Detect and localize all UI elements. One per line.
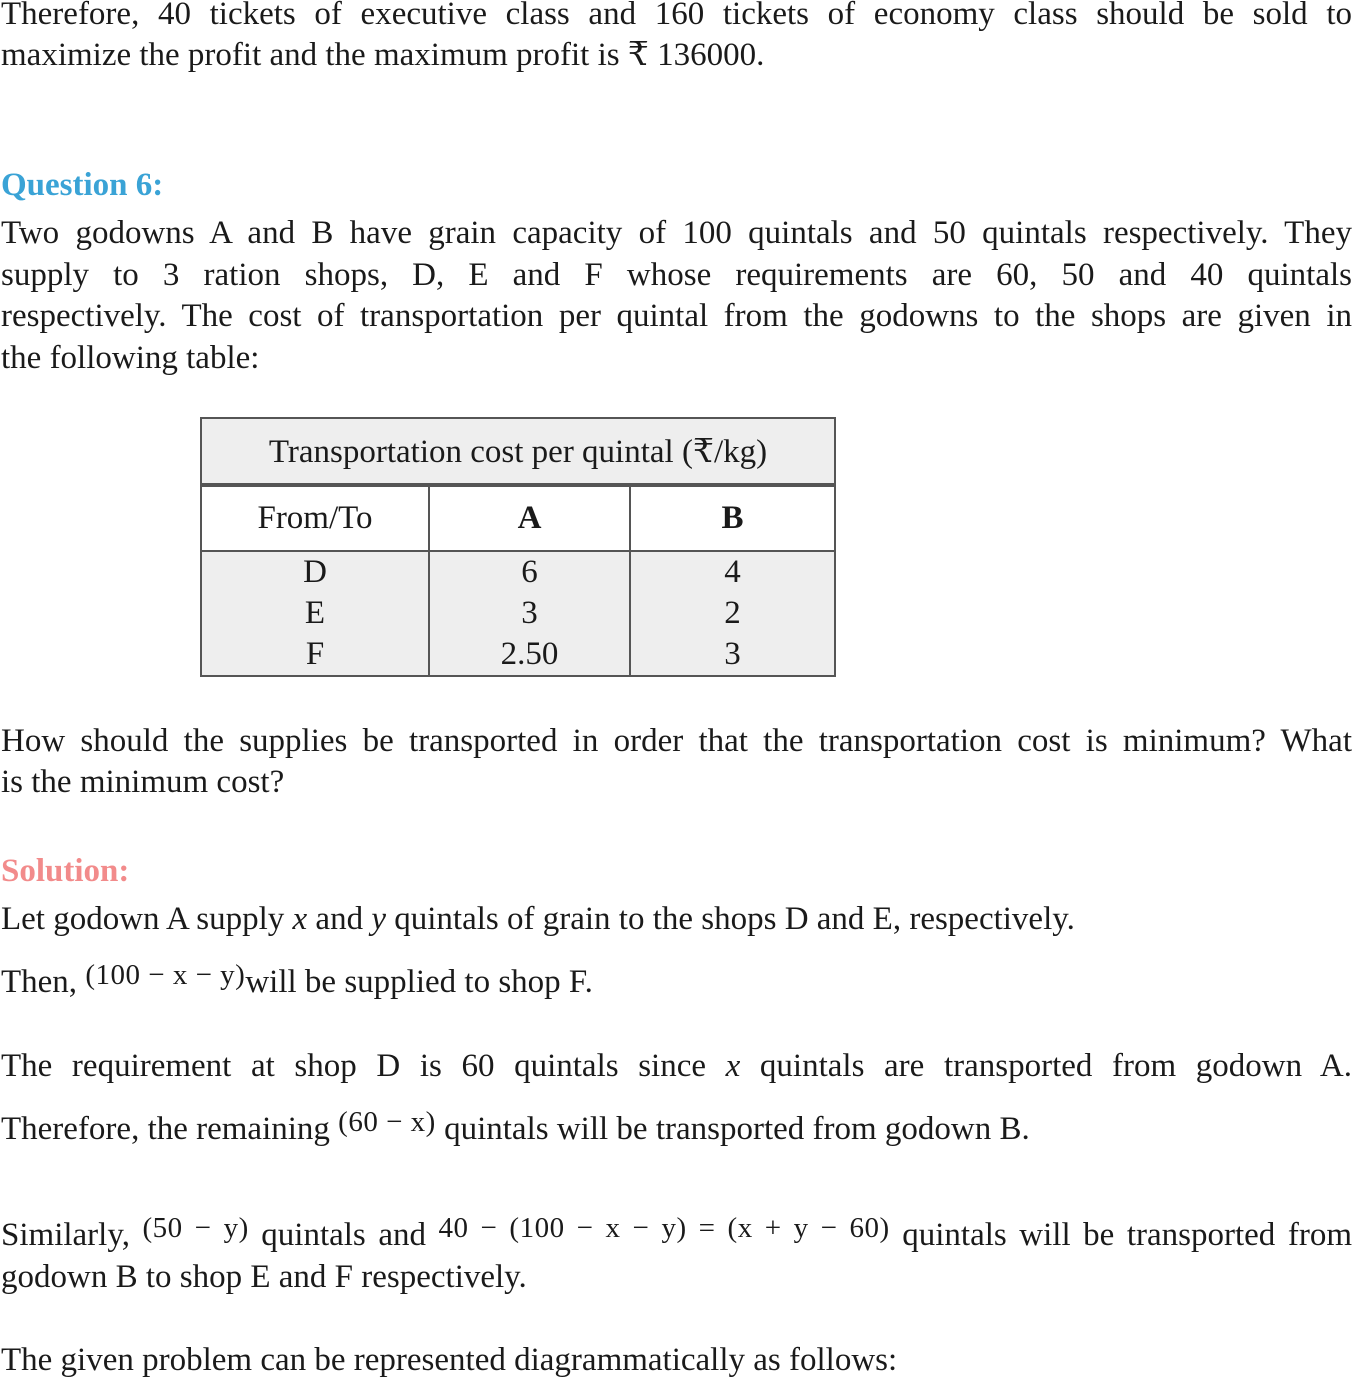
intro-line-2: maximize the profit and the maximum profit is ₹ 136000. xyxy=(1,37,765,73)
cell-e-b: 2 xyxy=(724,595,741,631)
math-f-supply-from-b: 40 − (100 − x − y) = (x + y − 60) xyxy=(438,1212,890,1244)
table-body-row xyxy=(201,551,835,676)
table-caption: Transportation cost per quintal (₹/kg) xyxy=(201,418,835,485)
col-b xyxy=(630,551,835,676)
math-50-y: (50 − y) xyxy=(142,1212,249,1244)
solution-para-7: The given problem can be represented diagrammatically as follows: xyxy=(1,1342,898,1378)
solution-para-1: Let godown A supply x and y quintals of grain to the shops D and E, respectively. xyxy=(1,901,1075,937)
question-line-3: respectively. The cost of transportation per quintal from the godowns to the shops are given in xyxy=(1,298,1352,334)
cell-f: F xyxy=(305,636,325,672)
table-header-row xyxy=(201,485,835,551)
intro-line-1: Therefore, 40 tickets of executive class and 160 tickets of economy class should be sold to xyxy=(1,0,1352,32)
header-a: A xyxy=(429,485,630,551)
col-a xyxy=(429,551,630,676)
col-shops xyxy=(201,551,429,676)
question-line-4: the following table: xyxy=(1,340,260,376)
cell-f-b: 3 xyxy=(724,636,741,672)
cell-e: E xyxy=(304,595,326,631)
header-from-to: From/To xyxy=(201,485,429,551)
transport-cost-table xyxy=(200,417,836,677)
header-b: B xyxy=(630,485,835,551)
question-heading: Question 6: xyxy=(1,167,164,203)
question-line-1: Two godowns A and B have grain capacity of 100 quintals and 50 quintals respectively. They xyxy=(1,215,1352,251)
cell-e-a: 3 xyxy=(521,595,538,631)
cell-f-a: 2.50 xyxy=(500,636,559,672)
solution-para-4: Therefore, the remaining (60 − x) quintals will be transported from godown B. xyxy=(1,1106,1030,1147)
cell-d-b: 4 xyxy=(724,554,741,590)
solution-para-3: The requirement at shop D is 60 quintals since x quintals are transported from godown A. xyxy=(1,1048,1353,1084)
question-after-line-2: is the minimum cost? xyxy=(1,764,285,800)
cell-d: D xyxy=(303,554,327,590)
solution-para-5: Similarly, (50 − y) quintals and 40 − (100 − x − y) = (x + y − 60) quintals will be transported from xyxy=(1,1212,1352,1253)
solution-heading: Solution: xyxy=(1,853,130,889)
question-line-2: supply to 3 ration shops, D, E and F whose requirements are 60, 50 and 40 quintals xyxy=(1,257,1352,293)
cell-d-a: 6 xyxy=(521,554,538,590)
solution-para-2: Then, (100 − x − y)will be supplied to shop F. xyxy=(1,959,593,1000)
question-after-line-1: How should the supplies be transported in order that the transportation cost is minimum? What xyxy=(1,723,1352,759)
math-60-x: (60 − x) xyxy=(338,1106,436,1138)
solution-para-6: godown B to shop E and F respectively. xyxy=(1,1259,527,1295)
math-100-x-y: (100 − x − y) xyxy=(85,959,246,991)
